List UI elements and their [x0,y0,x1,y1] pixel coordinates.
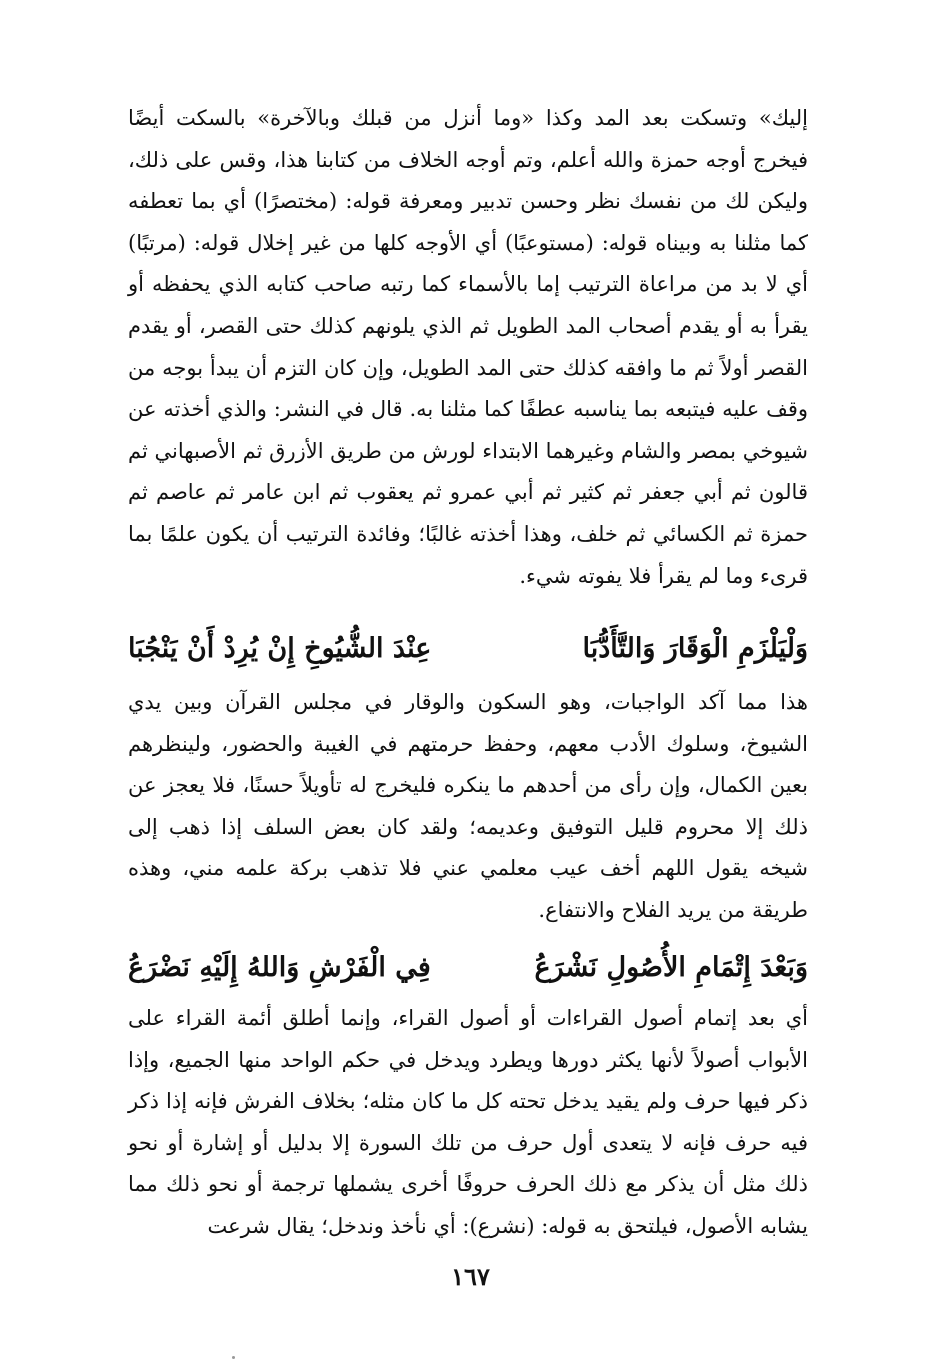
commentary-paragraph-3: أي بعد إتمام أصول القراءات أو أصول القراء، وإنما أطلق أئمة القراء على الأبواب أصولاً لأنها يكثر دورها ويطرد ويدخل في حكم الواحد منها الجميع، وإذا ذكر فيها حرف ولم يقيد يدخل تحته كل ما كان مثله؛ بخلاف الفرش فإنه إذا ذكر فيه حرف فإنه لا يتعدى أول حرف من تلك السورة إلا بدليل أو إشارة أو نحو ذلك مثل أن يذكر مع ذلك الحرف حروفًا أخرى يشملها ترجمة أو نحو ذلك مما يشابه الأصول، فيلتحق به قوله: (نشرع): أي نأخذ وندخل؛ يقال شرعت [128,1006,808,1238]
page-number: ١٦٧ [451,1262,490,1291]
scan-speck [232,1356,235,1359]
verse-2-second-hemistich: فِي الْفَرْشِ وَاللهُ إِلَيْهِ نَضْرَعُ [128,952,431,983]
verse-1-second-hemistich: عِنْدَ الشُّيُوخِ إِنْ يُرِدْ أَنْ يَنْجُبَا [128,633,432,664]
verse-2-first-hemistich: وَبَعْدَ إِتْمَامِ الأُصُولِ نَشْرَعُ [534,952,808,983]
verse-1-first-hemistich: وَلْيَلْزَمِ الْوَقَارَ وَالتَّأَدُّبَا [582,633,808,664]
commentary-paragraph-2: هذا مما آكد الواجبات، وهو السكون والوقار في مجلس القرآن وبين يدي الشيوخ، وسلوك الأدب معهم، وحفظ حرمتهم في الغيبة والحضور، ولينظرهم بعين الكمال، وإن رأى من أحدهم ما ينكره فليخرج له تأويلاً حسنًا، فلا يعجز عن ذلك إلا محروم قليل التوفيق وعديمه؛ ولقد كان بعض السلف إذا ذهب إلى شيخه يقول اللهم أخف عيب معلمي عني فلا تذهب بركة علمه مني، وهذه طريقة من يريد الفلاح والانتفاع. [128,690,809,922]
poem-verse-2 [128,945,808,991]
commentary-paragraph-1: إليك» وتسكت بعد المد وكذا «وما أنزل من قبلك وبالآخرة» بالسكت أيضًا فيخرج أوجه حمزة والله أعلم، وتم أوجه الخلاف من كتابنا هذا، وقس على ذلك، وليكن لك من نفسك نظر وحسن تدبير ومعرفة قوله: (مختصرًا) أي بما تعطفه كما مثلنا به وبيناه قوله: (مستوعبًا) أي الأوجه كلها من غير إخلال قوله: (مرتبًا) أي لا بد من مراعاة الترتيب إما بالأسماء كما رتبه صاحب كتابه الذي يحفظه أو يقرأ به أو يقدم أصحاب المد الطويل ثم الذي يلونهم كذلك حتى القصر، أو يقدم القصر أولاً ثم ما وافقه كذلك حتى المد الطويل، وإن كان التزم أن يبدأ بوجه من وقف عليه فيتبعه بما يناسبه عطفًا كما مثلنا به. قال في النشر: والذي أخذته عن شيوخي بمصر والشام وغيرهما الابتداء لورش من طريق الأزرق ثم الأصبهاني ثم قالون ثم أبي جعفر ثم كثير ثم أبي عمرو ثم يعقوب ثم ابن عامر ثم عاصم ثم حمزة ثم الكسائي ثم خلف، وهذا أخذته غالبًا؛ وفائدة الترتيب أن يكون علمًا بما قرىء وما لم يقرأ فلا يفوته شيء. [128,106,808,588]
poem-verse-1 [128,626,808,672]
